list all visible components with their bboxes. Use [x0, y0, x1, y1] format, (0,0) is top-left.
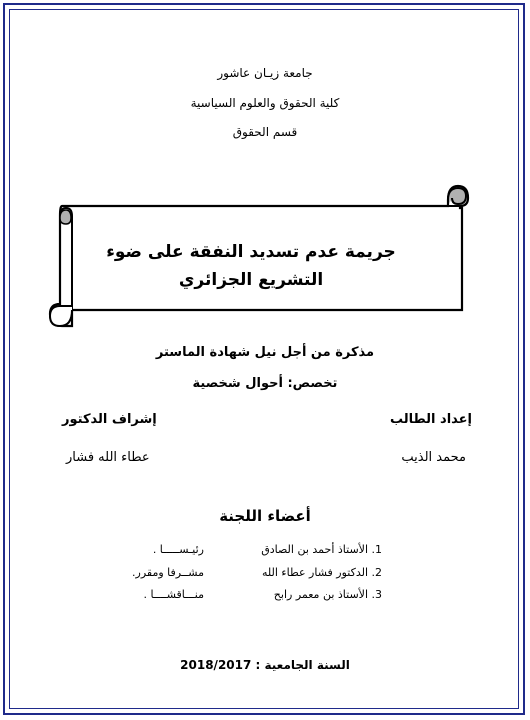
student-name: محمد الذيب — [401, 450, 466, 465]
supervisor-name: عطاء الله فشار — [66, 450, 150, 465]
committee-member-name: 3. الأستاذ بن معمر رابح — [273, 588, 382, 601]
thesis-title-line-1: جريمة عدم تسديد النفقة على ضوء — [106, 242, 396, 262]
faculty-name: كلية الحقوق والعلوم السياسية — [190, 96, 340, 110]
academic-year: السنة الجامعية : 2018/2017 — [180, 658, 350, 672]
department-name: قسم الحقوق — [232, 125, 298, 139]
university-name: جامعة زيـان عاشور — [217, 66, 313, 80]
thesis-title-line-2: التشريع الجزائري — [178, 270, 324, 290]
committee-member-role: مشــرفا ومقرر. — [132, 566, 204, 579]
committee-member-role: رئيـســـــا . — [152, 543, 204, 556]
supervisor-label: إشراف الدكتور — [62, 412, 157, 427]
thesis-purpose: مذكرة من أجل نيل شهادة الماستر — [155, 345, 375, 360]
student-label: إعداد الطالب — [389, 412, 472, 427]
thesis-title — [78, 238, 424, 294]
committee-member-role: منـــاقشــــا . — [143, 588, 204, 601]
committee-member-name: 1. الأستاذ أحمد بن الصادق — [261, 543, 382, 556]
committee-member-name: 2. الدكتور فشار عطاء الله — [261, 566, 382, 579]
committee-title: أعضاء اللجنة — [219, 507, 311, 525]
thesis-specialty: تخصص: أحوال شخصية — [192, 376, 338, 391]
